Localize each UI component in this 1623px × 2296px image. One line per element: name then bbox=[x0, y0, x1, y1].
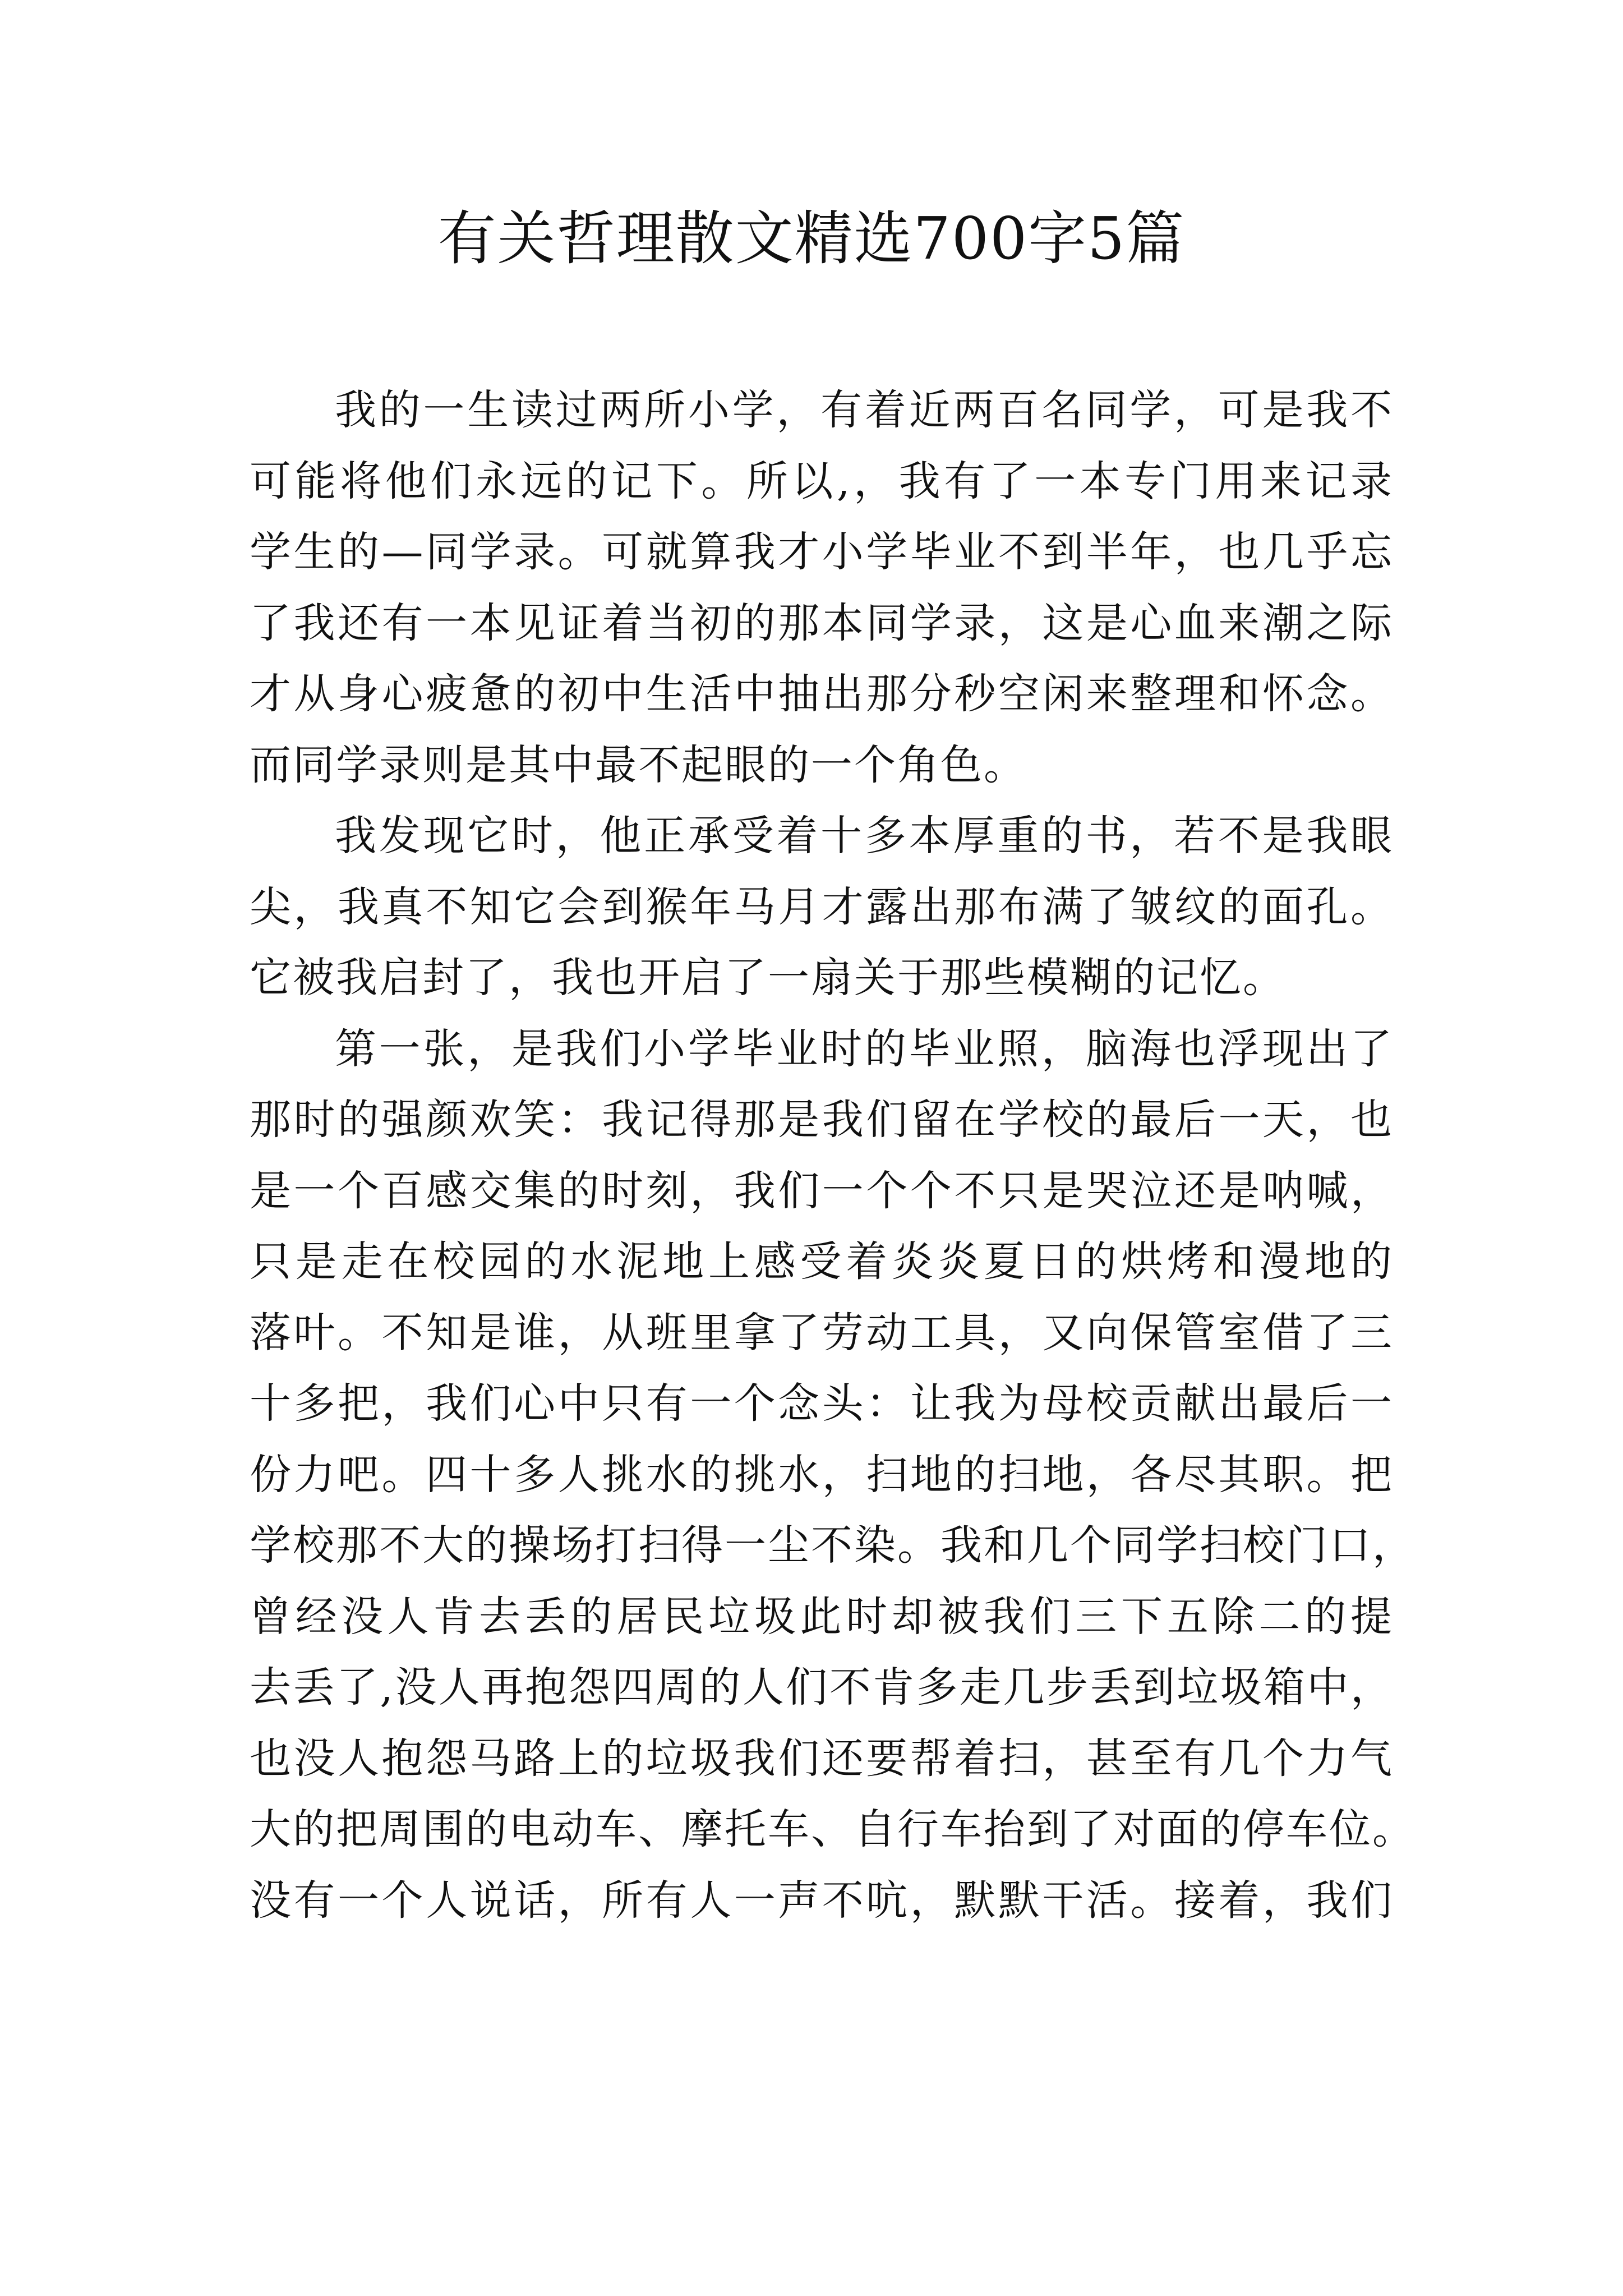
text-line: 我的一生读过两所小学，有着近两百名同学，可是我不 bbox=[335, 386, 1394, 434]
text-line: 我发现它时，他正承受着十多本厚重的书，若不是我眼 bbox=[335, 812, 1394, 860]
text-line: 是一个百感交集的时刻，我们一个个不只是哭泣还是呐喊， bbox=[250, 1166, 1394, 1215]
text-line: 没有一个人说话，所有人一声不吭，默默干活。接着，我们 bbox=[250, 1876, 1394, 1925]
text-line: 它被我启封了，我也开启了一扇关于那些模糊的记忆。 bbox=[250, 954, 1286, 1002]
text-line: 十多把，我们心中只有一个念头：让我为母校贡献出最后一 bbox=[250, 1379, 1394, 1428]
text-line: 而同学录则是其中最不起眼的一个角色。 bbox=[250, 740, 1027, 789]
document-title: 有关哲理散文精选700字5篇 bbox=[437, 204, 1186, 273]
text-line: 尖，我真不知它会到猴年马月才露出那布满了皱纹的面孔。 bbox=[250, 882, 1394, 931]
text-line: 曾经没人肯去丢的居民垃圾此时却被我们三下五除二的提 bbox=[250, 1592, 1394, 1641]
text-line: 学生的—同学录。可就算我才小学毕业不到半年，也几乎忘 bbox=[250, 528, 1394, 576]
text-line: 了我还有一本见证着当初的那本同学录，这是心血来潮之际 bbox=[250, 599, 1394, 647]
document-body bbox=[250, 375, 1415, 1936]
text-line: 大的把周围的电动车、摩托车、自行车抬到了对面的停车位。 bbox=[250, 1805, 1415, 1853]
text-line: 可能将他们永远的记下。所以,，我有了一本专门用来记录 bbox=[250, 457, 1394, 505]
text-line: 去丢了,没人再抱怨四周的人们不肯多走几步丢到垃圾箱中， bbox=[250, 1663, 1394, 1711]
text-line: 只是走在校园的水泥地上感受着炎炎夏日的烘烤和漫地的 bbox=[250, 1237, 1394, 1286]
text-line: 第一张，是我们小学毕业时的毕业照，脑海也浮现出了 bbox=[335, 1024, 1394, 1073]
text-line: 学校那不大的操场打扫得一尘不染。我和几个同学扫校门口， bbox=[250, 1521, 1415, 1570]
text-line: 也没人抱怨马路上的垃圾我们还要帮着扫，甚至有几个力气 bbox=[250, 1734, 1394, 1783]
text-line: 才从身心疲惫的初中生活中抽出那分秒空闲来整理和怀念。 bbox=[250, 670, 1394, 718]
text-line: 份力吧。四十多人挑水的挑水，扫地的扫地，各尽其职。把 bbox=[250, 1450, 1394, 1499]
text-line: 落叶。不知是谁，从班里拿了劳动工具，又向保管室借了三 bbox=[250, 1308, 1394, 1357]
text-line: 那时的强颜欢笑：我记得那是我们留在学校的最后一天，也 bbox=[250, 1096, 1394, 1144]
